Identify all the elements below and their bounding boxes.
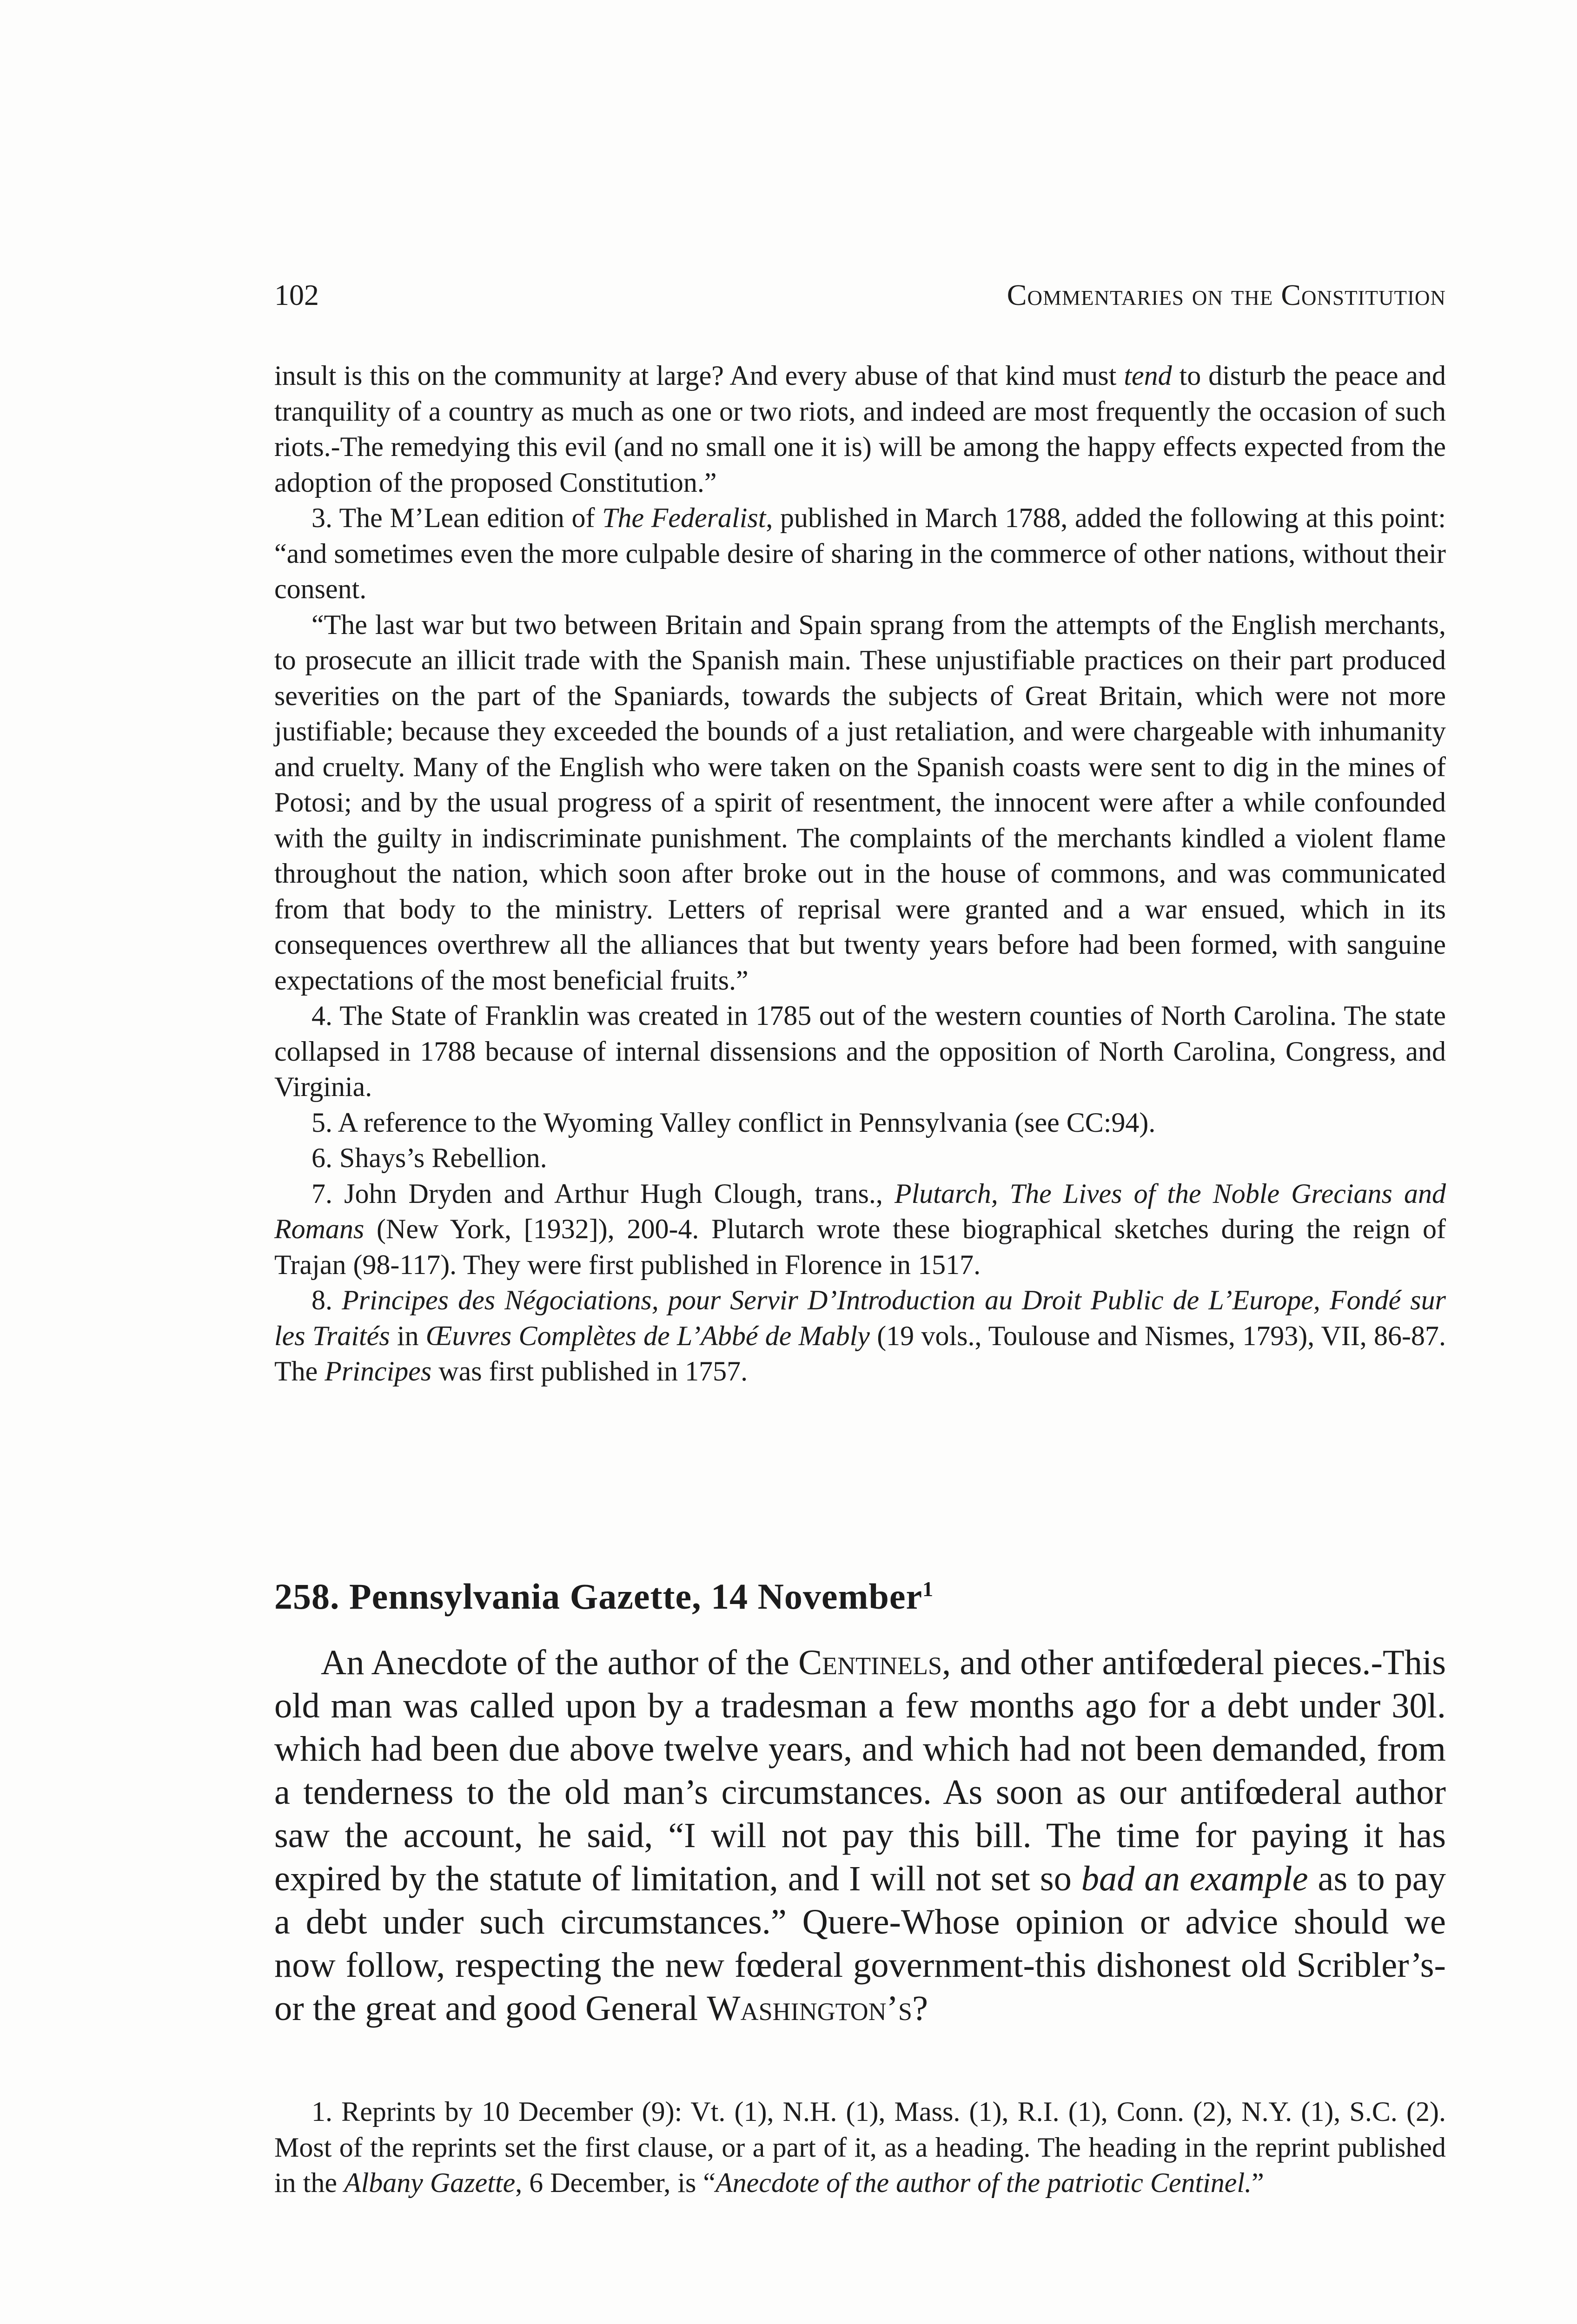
note-3-quote: “The last war but two between Britain and Spain sprang from the attempts of the English merchants, to prosecute an illicit trade with the Spanish main. These unjustifiable practices on their part produced severities on the part of the Spaniards, towards the subjects of Great Britain, which were not more justifiable; because they exceeded the bounds of a just retaliation, and were chargeable with inhumanity and cruelty. Many of the English who were taken on the Spanish coasts were sent to dig in the mines of Potosi; and by the usual progress of a spirit of resentment, the innocent were after a while confounded with the guilty in indiscriminate punishment. The complaints of the merchants kindled a violent flame throughout the nation, which soon after broke out in the house of commons, and was communicated from that body to the ministry. Letters of reprisal were granted and a war ensued, which in its consequences overthrew all the alliances that but twenty years before had been formed, with sanguine expectations of the most beneficial fruits.” — [274, 609, 1446, 996]
running-title: Commentaries on the Constitution — [1007, 278, 1446, 311]
note-5: 5. A reference to the Wyoming Valley conflict in Pennsylvania (see CC:94). — [311, 1107, 1156, 1138]
note-6: 6. Shays’s Rebellion. — [311, 1142, 547, 1173]
heading-footnote-marker: 1 — [922, 1577, 934, 1601]
endnotes-block — [274, 358, 1446, 1389]
running-head — [274, 274, 1446, 316]
note-continuation: insult is this on the community at large? And every abuse of that kind must tend to disturb the peace and tranquility of a country as much as one or two riots, and indeed are most frequently the occasion of such riots.-The remedying this evil (and no small one it is) will be among the happy effects expected from the adoption of the proposed Constitution.” — [274, 360, 1446, 498]
page-number: 102 — [274, 278, 319, 311]
footnote-1: 1. Reprints by 10 December (9): Vt. (1), N.H. (1), Mass. (1), R.I. (1), Conn. (2), N.Y. (1), S.C. (2). Most of the reprints set the first clause, or a part of it, as a heading. The heading in the reprint published in the Albany Gazette, 6 December, is “Anecdote of the author of the patriotic Centinel.” — [274, 2096, 1446, 2198]
note-7: 7. John Dryden and Arthur Hugh Clough, trans., Plutarch, The Lives of the Noble Grecians and Romans (New York, [1932]), 200-4. Plutarch wrote these biographical sketches during the reign of Trajan (98-117). They were first published in Florence in 1517. — [274, 1178, 1446, 1280]
section-heading: 258. Pennsylvania Gazette, 14 November$^1$ — [274, 1576, 934, 1617]
note-8: 8. Principes des Négociations, pour Servir D’Introduction au Droit Public de L’Europe, Fondé sur les Traités in Œuvres Complètes de L’Abbé de Mably (19 vols., Toulouse and Nismes, 1793), VII, 86-87. The Principes was first published in 1757. — [274, 1285, 1446, 1386]
note-3: 3. The M’Lean edition of The Federalist, published in March 1788, added the following at this point: “and sometimes even the more culpable desire of sharing in the commerce of other nations, without their consent. — [274, 502, 1446, 604]
note-4: 4. The State of Franklin was created in 1785 out of the western counties of North Carolina. The state collapsed in 1788 because of internal dissensions and the opposition of North Carolina, Congress, and Virginia. — [274, 1000, 1446, 1102]
article-body — [274, 1641, 1446, 2030]
article-paragraph: An Anecdote of the author of the Centinels, and other antifœderal pieces.-This old man was called upon by a tradesman a few months ago for a debt under 30l. which had been due above twelve years, and which had not been demanded, from a tenderness to the old man’s circumstances. As soon as our antifœderal author saw the account, he said, “I will not pay this bill. The time for paying it has expired by the statute of limitation, and I will not set so bad an example as to pay a debt under such circumstances.” Quere-Whose opinion or advice should we now follow, respecting the new fœderal government-this dishonest old Scribler’s-or the great and good General Washington’s? — [274, 1643, 1446, 2028]
